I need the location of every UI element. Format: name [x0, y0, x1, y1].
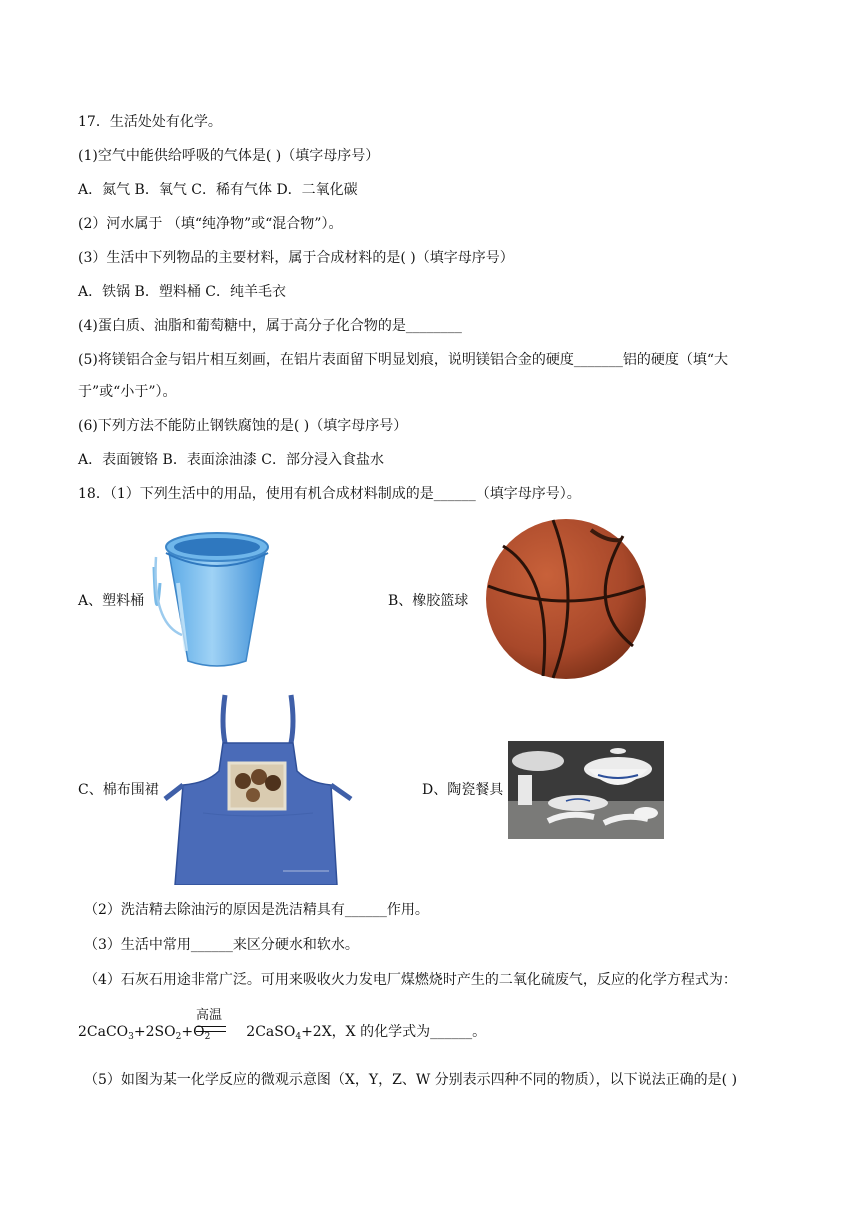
- chemical-equation: [78, 1004, 778, 1048]
- q18-part1: 18．（1）下列生活中的用品，使用有机合成材料制成的是______（填字母序号）。: [78, 486, 581, 502]
- q17-part1-options: A．氮气 B．氧气 C．稀有气体 D．二氧化碳: [78, 182, 358, 198]
- q17-part2: (2）河水属于 （填“纯净物”或“混合物”）。: [78, 216, 343, 232]
- eq-product-caso4: 2CaSO: [246, 1024, 296, 1040]
- q17-part1: (1)空气中能供给呼吸的气体是( )（填字母序号）: [78, 148, 380, 164]
- q17-part3: (3）生活中下列物品的主要材料，属于合成材料的是( )（填字母序号）: [78, 250, 514, 266]
- eq-condition: 高温: [196, 1008, 223, 1023]
- q17-part5-line2: 于”或“小于”）。: [78, 384, 177, 400]
- cotton-apron-image: [163, 693, 353, 885]
- q17-part3-options: A．铁锅 B．塑料桶 C．纯羊毛衣: [78, 284, 287, 300]
- eq-product-x: +2X，X 的化学式为______。: [301, 1024, 487, 1040]
- q17-part6: (6)下列方法不能防止钢铁腐蚀的是( )（填字母序号）: [78, 418, 408, 434]
- eq-double-line: [196, 1026, 226, 1032]
- option-c-label: C、棉布围裙: [78, 782, 159, 798]
- q17-part6-options: A．表面镀铬 B．表面涂油漆 C．部分浸入食盐水: [78, 452, 385, 468]
- q17-part4: (4)蛋白质、油脂和葡萄糖中，属于高分子化合物的是________: [78, 318, 462, 334]
- eq-sub-3: 3: [128, 1032, 134, 1042]
- q17-title: 17．生活处处有化学。: [78, 114, 222, 130]
- eq-sub-4: 4: [295, 1032, 302, 1042]
- q17-part5-line1: (5)将镁铝合金与铝片相互刻画，在铝片表面留下明显划痕，说明镁铝合金的硬度_______铝的硬度（填“大: [78, 352, 728, 368]
- ceramic-tableware-image: [508, 741, 664, 839]
- q18-part5: （5）如图为某一化学反应的微观示意图（X，Y，Z、W 分别表示四种不同的物质），以下说法正确的是( ): [84, 1072, 738, 1088]
- basketball-image: [483, 516, 649, 682]
- eq-reactant-caco3: 2CaCO: [78, 1024, 129, 1040]
- q18-part2: （2）洗洁精去除油污的原因是洗洁精具有______作用。: [84, 902, 429, 918]
- q18-part3: （3）生活中常用______来区分硬水和软水。: [84, 937, 359, 953]
- eq-reactant-o2: +O: [181, 1024, 205, 1040]
- eq-sub-2: 2: [175, 1032, 182, 1042]
- option-d-label: D、陶瓷餐具: [422, 782, 504, 798]
- plastic-bucket-image: [148, 523, 286, 671]
- q18-part4: （4）石灰石用途非常广泛。可用来吸收火力发电厂煤燃烧时产生的二氧化硫废气，反应的化学方程式为：: [84, 972, 737, 988]
- eq-sub-2b: 2: [204, 1032, 211, 1042]
- option-a-label: A、塑料桶: [78, 593, 145, 609]
- option-b-label: B、橡胶篮球: [388, 593, 469, 609]
- eq-reactant-so2: +2SO: [133, 1024, 176, 1040]
